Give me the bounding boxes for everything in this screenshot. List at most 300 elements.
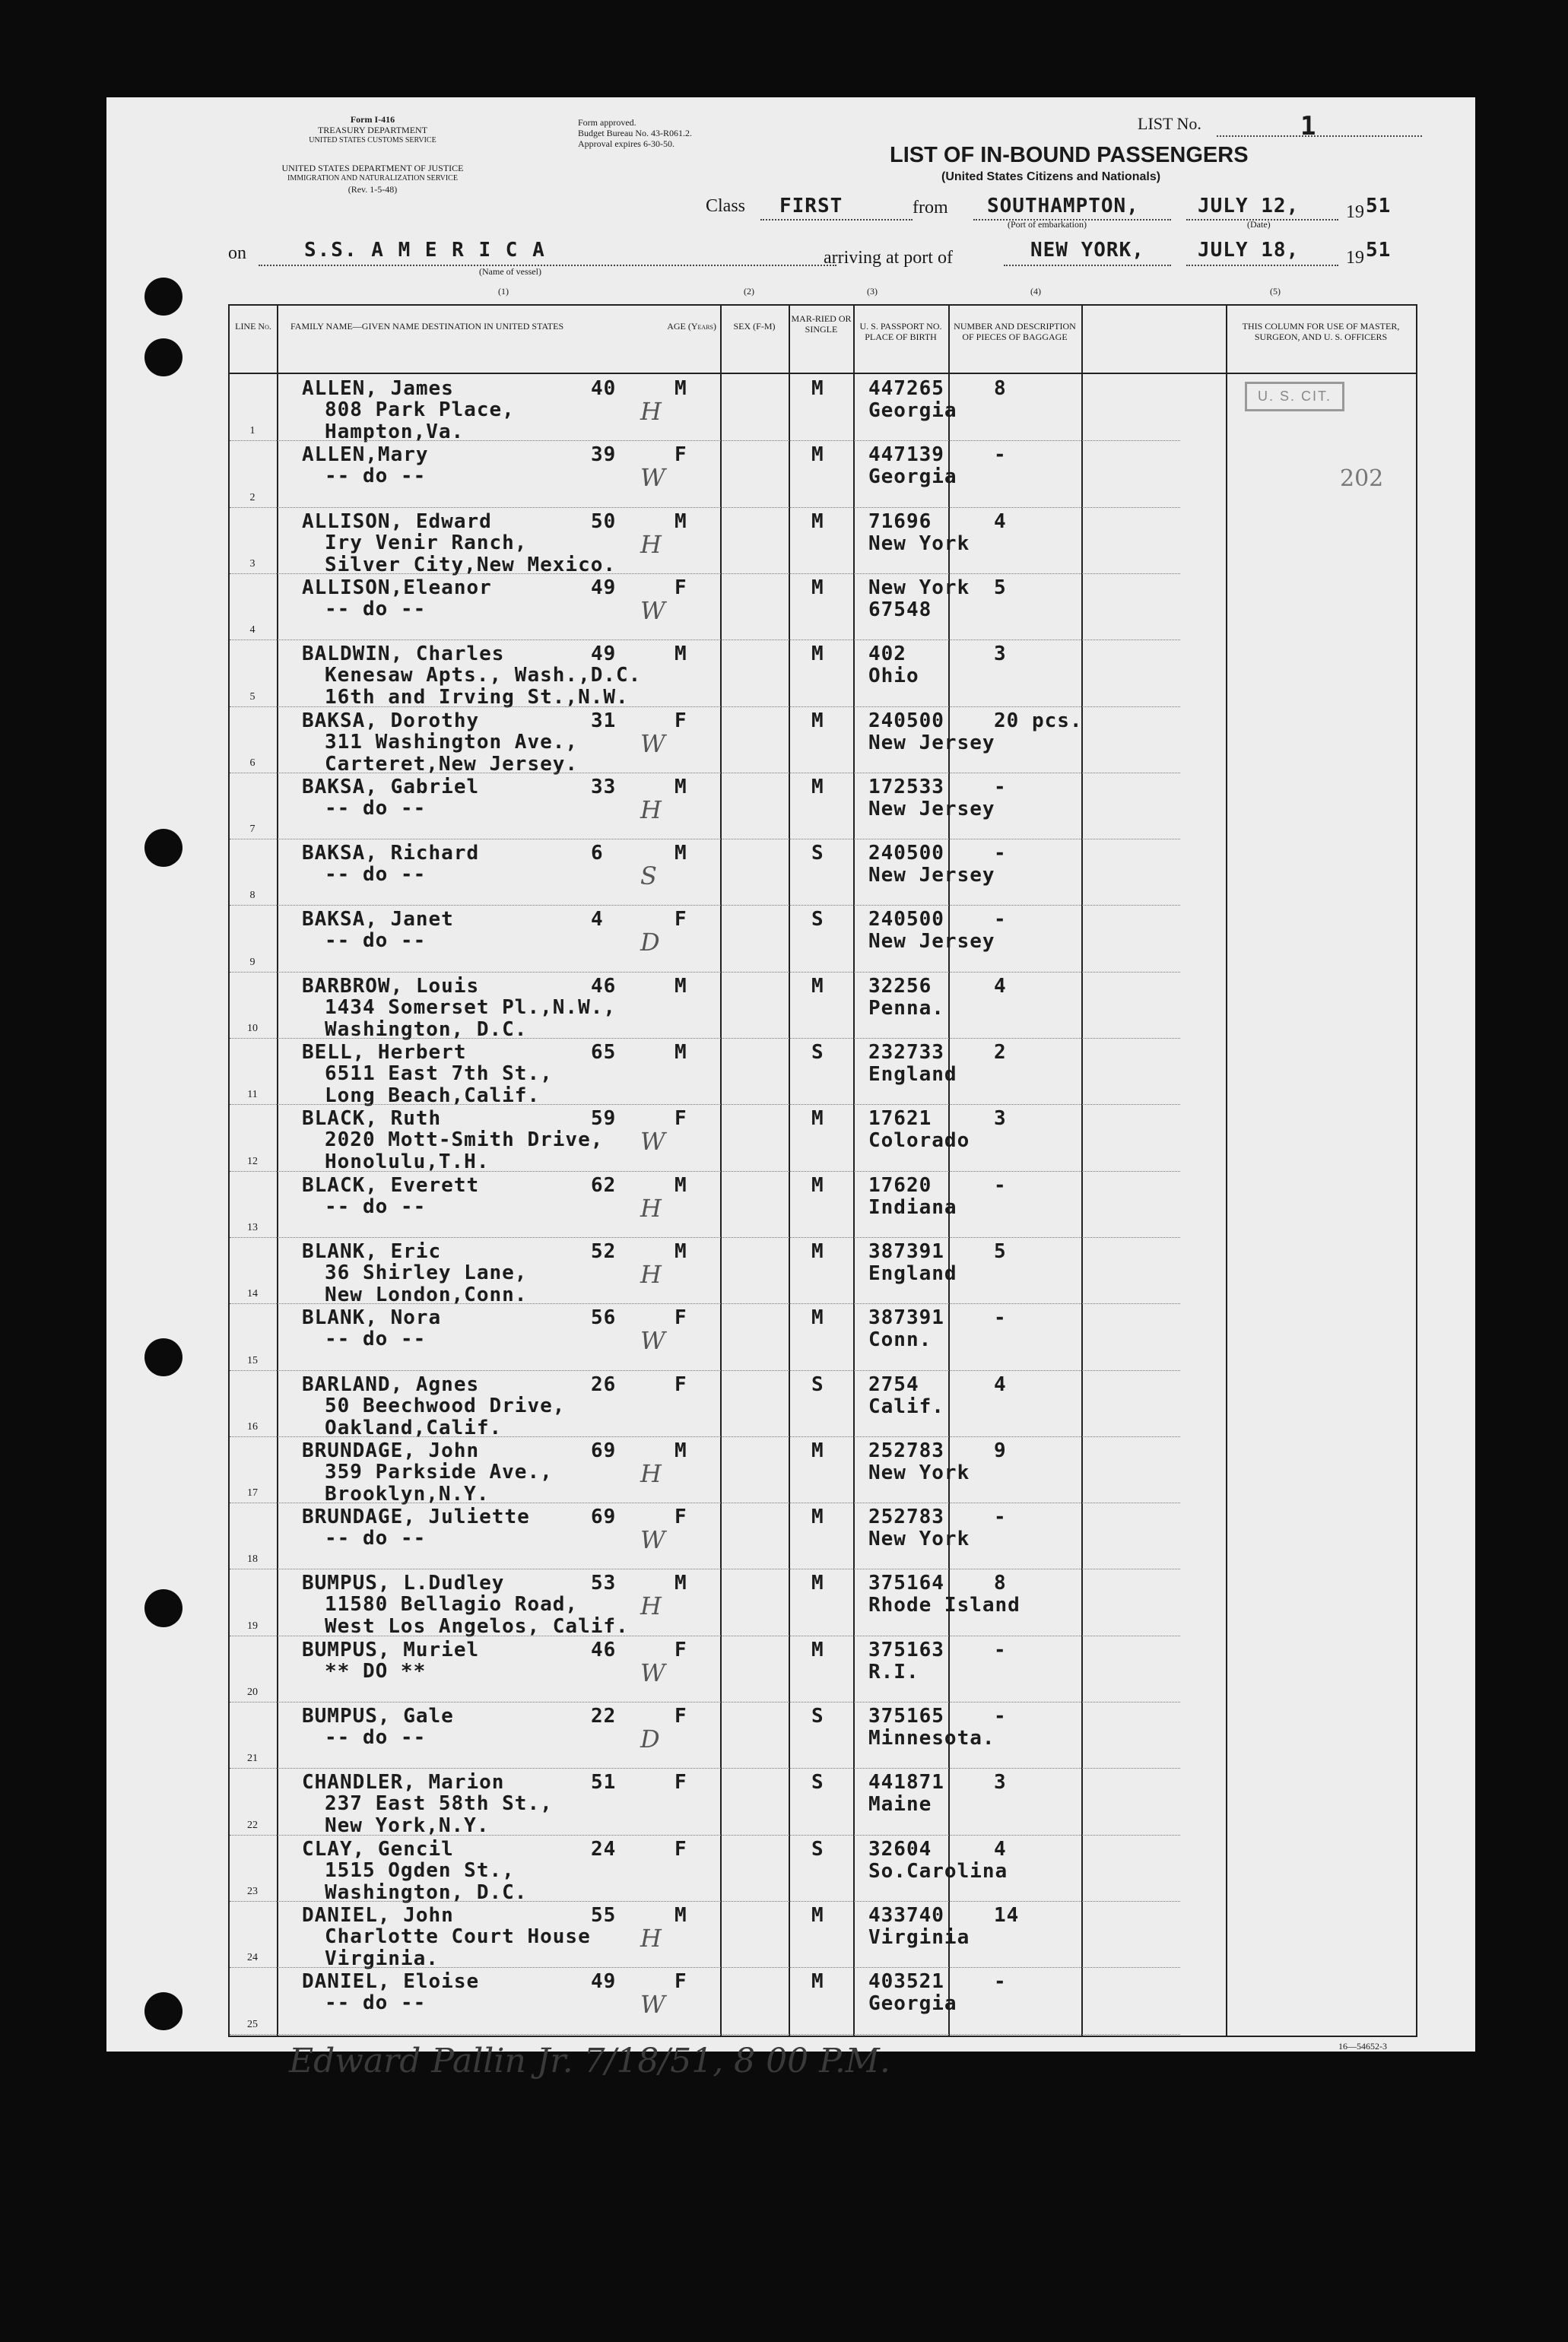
line-number: 7 bbox=[249, 824, 256, 836]
passenger-age: 26 bbox=[591, 1373, 617, 1396]
passenger-sex: F bbox=[674, 1970, 687, 1994]
pencil-mark: H bbox=[640, 1193, 662, 1223]
passenger-sex: M bbox=[674, 842, 687, 865]
list-number-value: 1 bbox=[1300, 111, 1317, 141]
place-of-birth: Ohio bbox=[868, 665, 919, 688]
passenger-marital-status: S bbox=[811, 1373, 824, 1396]
pencil-mark: D bbox=[640, 928, 660, 957]
passenger-destination: Honolulu,T.H. bbox=[325, 1150, 490, 1174]
baggage-count: - bbox=[994, 1306, 1007, 1330]
passenger-sex: M bbox=[674, 1903, 687, 1927]
passenger-marital-status: M bbox=[811, 377, 824, 400]
passenger-name: BLANK, Eric bbox=[302, 1239, 442, 1263]
passenger-destination: 16th and Irving St.,N.W. bbox=[325, 686, 629, 709]
passenger-marital-status: M bbox=[811, 1903, 824, 1927]
passenger-name: ALLISON, Edward bbox=[302, 509, 492, 533]
passenger-age: 22 bbox=[591, 1705, 617, 1728]
row-divider bbox=[230, 1835, 1180, 1836]
date-caption: (Date) bbox=[1247, 219, 1271, 230]
passenger-destination: Iry Venir Ranch, bbox=[325, 531, 528, 554]
pencil-mark: W bbox=[640, 1990, 665, 2020]
binder-hole bbox=[144, 278, 183, 316]
passenger-marital-status: M bbox=[811, 1439, 824, 1462]
place-of-birth: Virginia bbox=[868, 1925, 970, 1949]
line-number: 13 bbox=[247, 1221, 258, 1233]
row-divider bbox=[230, 905, 1180, 906]
passenger-destination: Oakland,Calif. bbox=[325, 1416, 503, 1439]
passenger-age: 65 bbox=[591, 1041, 617, 1064]
pencil-mark: H bbox=[640, 1591, 662, 1621]
passenger-age: 49 bbox=[591, 576, 617, 599]
passenger-marital-status: M bbox=[811, 1239, 824, 1263]
baggage-count: 20 pcs. bbox=[994, 709, 1083, 732]
from-label: from bbox=[913, 198, 948, 217]
passenger-sex: M bbox=[674, 643, 687, 666]
passenger-name: BLACK, Everett bbox=[302, 1173, 480, 1197]
passport-number: 447139 bbox=[868, 443, 944, 467]
passenger-destination: -- do -- bbox=[325, 796, 427, 820]
passenger-destination: 808 Park Place, bbox=[325, 398, 515, 421]
arriving-label: arriving at port of bbox=[824, 248, 953, 268]
citizen-stamp: U. S. CIT. bbox=[1245, 382, 1344, 411]
treasury-dept: TREASURY DEPARTMENT bbox=[317, 125, 428, 135]
passport-number: 447265 bbox=[868, 377, 944, 400]
passport-number: 232733 bbox=[868, 1041, 944, 1064]
passenger-age: 62 bbox=[591, 1173, 617, 1197]
binder-hole bbox=[144, 1589, 183, 1627]
line-number: 2 bbox=[249, 491, 256, 503]
passenger-sex: M bbox=[674, 377, 687, 400]
arrival-date-line bbox=[1186, 265, 1338, 266]
baggage-count: 3 bbox=[994, 643, 1007, 666]
col-head-age: AGE (Years) bbox=[667, 321, 716, 332]
passenger-age: 56 bbox=[591, 1306, 617, 1330]
passenger-destination: ** DO ** bbox=[325, 1659, 427, 1683]
passenger-name: DANIEL, Eloise bbox=[302, 1970, 480, 1994]
passenger-destination: Brooklyn,N.Y. bbox=[325, 1482, 490, 1506]
col-head-line-no: LINE No. bbox=[235, 321, 271, 332]
passenger-marital-status: M bbox=[811, 1306, 824, 1330]
baggage-count: - bbox=[994, 908, 1007, 931]
row-divider bbox=[230, 1768, 1180, 1769]
baggage-count: - bbox=[994, 1506, 1007, 1529]
baggage-count: 5 bbox=[994, 576, 1007, 599]
line-number: 18 bbox=[247, 1553, 258, 1566]
line-number: 10 bbox=[247, 1023, 258, 1034]
baggage-count: 4 bbox=[994, 1837, 1007, 1861]
row-divider bbox=[230, 507, 1180, 508]
passenger-age: 4 bbox=[591, 908, 604, 931]
colnum-5: (5) bbox=[1270, 286, 1281, 297]
passenger-sex: F bbox=[674, 1705, 687, 1728]
line-number: 25 bbox=[247, 2018, 258, 2030]
line-number: 1 bbox=[249, 425, 256, 437]
header-divider bbox=[230, 373, 1416, 374]
arrival-port-line bbox=[1004, 265, 1171, 266]
passenger-destination: 36 Shirley Lane, bbox=[325, 1261, 528, 1284]
passenger-destination: 11580 Bellagio Road, bbox=[325, 1593, 579, 1617]
passport-number: 403521 bbox=[868, 1970, 944, 1994]
pencil-mark: W bbox=[640, 1127, 665, 1157]
passenger-sex: M bbox=[674, 1439, 687, 1462]
baggage-count: 5 bbox=[994, 1239, 1007, 1263]
passenger-marital-status: S bbox=[811, 908, 824, 931]
embarkation-caption: (Port of embarkation) bbox=[1008, 219, 1087, 230]
baggage-count: 3 bbox=[994, 1107, 1007, 1131]
binder-hole bbox=[144, 1338, 183, 1376]
passenger-sex: F bbox=[674, 1373, 687, 1396]
passenger-name: BRUNDAGE, John bbox=[302, 1439, 480, 1462]
departure-year: 51 bbox=[1366, 195, 1392, 217]
place-of-birth: Conn. bbox=[868, 1328, 932, 1352]
pencil-mark: H bbox=[640, 1259, 662, 1289]
passport-number: 71696 bbox=[868, 509, 932, 533]
passport-number: 375164 bbox=[868, 1572, 944, 1595]
row-divider bbox=[230, 1104, 1180, 1105]
passport-number: 252783 bbox=[868, 1506, 944, 1529]
passenger-name: BAKSA, Dorothy bbox=[302, 709, 480, 732]
form-print-code: 16—54652-3 bbox=[1338, 2041, 1387, 2052]
line-number: 20 bbox=[247, 1687, 258, 1698]
passenger-age: 69 bbox=[591, 1439, 617, 1462]
budget-bureau: Budget Bureau No. 43-R061.2. bbox=[578, 128, 692, 138]
line-number: 8 bbox=[249, 890, 256, 902]
place-of-birth: New York bbox=[868, 1461, 970, 1484]
passenger-marital-status: M bbox=[811, 1506, 824, 1529]
passenger-age: 24 bbox=[591, 1837, 617, 1861]
row-divider bbox=[230, 573, 1180, 574]
col-head-officers: THIS COLUMN FOR USE OF MASTER, SURGEON, AND U. S. OFFICERS bbox=[1242, 321, 1400, 342]
row-divider bbox=[230, 1370, 1180, 1371]
passport-number: 32604 bbox=[868, 1837, 932, 1861]
passenger-sex: F bbox=[674, 576, 687, 599]
line-number: 4 bbox=[249, 624, 256, 636]
passenger-destination: -- do -- bbox=[325, 1991, 427, 2015]
place-of-birth: Georgia bbox=[868, 465, 957, 489]
line-number: 14 bbox=[247, 1288, 258, 1300]
passenger-destination: 1515 Ogden St., bbox=[325, 1858, 515, 1882]
passenger-sex: F bbox=[674, 908, 687, 931]
passenger-name: BARLAND, Agnes bbox=[302, 1373, 480, 1396]
row-divider bbox=[230, 639, 1180, 640]
passenger-destination: Virginia. bbox=[325, 1947, 439, 1970]
passenger-sex: M bbox=[674, 1239, 687, 1263]
passenger-age: 39 bbox=[591, 443, 617, 467]
passenger-sex: M bbox=[674, 1572, 687, 1595]
passenger-destination: Washington, D.C. bbox=[325, 1880, 528, 1904]
place-of-birth: Georgia bbox=[868, 1992, 957, 2016]
pencil-mark: W bbox=[640, 728, 665, 758]
passenger-marital-status: M bbox=[811, 509, 824, 533]
baggage-count: 3 bbox=[994, 1771, 1007, 1795]
annotation-number: 202 bbox=[1340, 465, 1384, 492]
passenger-destination: -- do -- bbox=[325, 1726, 427, 1749]
class-line bbox=[760, 219, 913, 221]
baggage-count: - bbox=[994, 443, 1007, 467]
passenger-sex: F bbox=[674, 1771, 687, 1795]
baggage-count: - bbox=[994, 1638, 1007, 1661]
passenger-age: 49 bbox=[591, 1970, 617, 1994]
list-number-line bbox=[1217, 135, 1422, 137]
place-of-birth: Maine bbox=[868, 1793, 932, 1817]
passenger-marital-status: M bbox=[811, 775, 824, 798]
passenger-destination: -- do -- bbox=[325, 1195, 427, 1218]
passenger-destination: 2020 Mott-Smith Drive, bbox=[325, 1128, 604, 1152]
pencil-mark: S bbox=[640, 862, 657, 891]
arrival-year: 51 bbox=[1366, 239, 1392, 262]
list-number-label: LIST No. bbox=[1138, 114, 1201, 133]
passenger-marital-status: M bbox=[811, 1970, 824, 1994]
passenger-name: ALLISON,Eleanor bbox=[302, 576, 492, 599]
passenger-sex: M bbox=[674, 775, 687, 798]
passenger-sex: F bbox=[674, 709, 687, 732]
line-number: 12 bbox=[247, 1155, 258, 1167]
passenger-destination: New London,Conn. bbox=[325, 1283, 528, 1306]
place-of-birth: New Jersey bbox=[868, 864, 995, 887]
line-number: 21 bbox=[247, 1753, 258, 1765]
vessel-name: S.S. A M E R I C A bbox=[304, 239, 546, 262]
passport-number: 32256 bbox=[868, 974, 932, 998]
passport-number: 17621 bbox=[868, 1107, 932, 1131]
passenger-destination: 1434 Somerset Pl.,N.W., bbox=[325, 995, 617, 1019]
col-head-married: MAR-RIED OR SINGLE bbox=[791, 313, 852, 335]
passport-number: 433740 bbox=[868, 1903, 944, 1927]
passenger-destination: 237 East 58th St., bbox=[325, 1792, 553, 1816]
passenger-name: BUMPUS, Gale bbox=[302, 1705, 454, 1728]
row-divider bbox=[230, 1038, 1180, 1039]
form-approved: Form approved. bbox=[578, 117, 636, 128]
baggage-count: 4 bbox=[994, 974, 1007, 998]
customs-service: UNITED STATES CUSTOMS SERVICE bbox=[309, 136, 436, 144]
passenger-age: 33 bbox=[591, 775, 617, 798]
passenger-destination: Carteret,New Jersey. bbox=[325, 752, 579, 776]
passenger-destination: Hampton,Va. bbox=[325, 420, 465, 443]
pencil-mark: W bbox=[640, 1658, 665, 1687]
arrival-port: NEW YORK, bbox=[1030, 239, 1144, 262]
passenger-age: 46 bbox=[591, 974, 617, 998]
form-number: Form I-416 bbox=[350, 114, 395, 125]
line-number: 11 bbox=[247, 1089, 258, 1101]
passenger-age: 69 bbox=[591, 1506, 617, 1529]
passenger-marital-status: M bbox=[811, 1107, 824, 1131]
passenger-sex: M bbox=[674, 1173, 687, 1197]
baggage-count: - bbox=[994, 1173, 1007, 1197]
place-of-birth: New Jersey bbox=[868, 731, 995, 754]
col-head-passport: U. S. PASSPORT NO. PLACE OF BIRTH bbox=[859, 321, 942, 342]
passenger-destination: Silver City,New Mexico. bbox=[325, 553, 617, 576]
passenger-name: BUMPUS, L.Dudley bbox=[302, 1572, 505, 1595]
passenger-destination: -- do -- bbox=[325, 929, 427, 953]
baggage-count: 9 bbox=[994, 1439, 1007, 1462]
passenger-sex: F bbox=[674, 1306, 687, 1330]
pencil-mark: W bbox=[640, 595, 665, 625]
passenger-sex: F bbox=[674, 1506, 687, 1529]
row-divider bbox=[230, 706, 1180, 707]
baggage-count: 2 bbox=[994, 1041, 1007, 1064]
passenger-age: 31 bbox=[591, 709, 617, 732]
passenger-destination: -- do -- bbox=[325, 597, 427, 620]
passenger-age: 51 bbox=[591, 1771, 617, 1795]
passenger-destination: 359 Parkside Ave., bbox=[325, 1460, 553, 1484]
place-of-birth: Calif. bbox=[868, 1395, 944, 1418]
row-divider bbox=[230, 1171, 1180, 1172]
row-divider bbox=[230, 1967, 1180, 1968]
passenger-age: 50 bbox=[591, 509, 617, 533]
list-title: LIST OF IN-BOUND PASSENGERS bbox=[890, 143, 1249, 167]
place-of-birth: England bbox=[868, 1261, 957, 1285]
passenger-name: BARBROW, Louis bbox=[302, 974, 480, 998]
col-head-sex: SEX (F-M) bbox=[733, 321, 776, 332]
passenger-name: BAKSA, Gabriel bbox=[302, 775, 480, 798]
class-value: FIRST bbox=[779, 195, 843, 217]
place-of-birth: New York bbox=[868, 532, 970, 555]
passenger-destination: -- do -- bbox=[325, 863, 427, 887]
baggage-count: - bbox=[994, 842, 1007, 865]
baggage-count: 4 bbox=[994, 1373, 1007, 1396]
passport-number: 17620 bbox=[868, 1173, 932, 1197]
passenger-name: BALDWIN, Charles bbox=[302, 643, 505, 666]
passenger-name: CHANDLER, Marion bbox=[302, 1771, 505, 1795]
passenger-age: 53 bbox=[591, 1572, 617, 1595]
vessel-line bbox=[259, 265, 836, 266]
vessel-caption: (Name of vessel) bbox=[479, 266, 541, 277]
row-divider bbox=[230, 1303, 1180, 1304]
passport-number: 172533 bbox=[868, 775, 944, 798]
line-number: 3 bbox=[249, 557, 256, 570]
passenger-marital-status: M bbox=[811, 1638, 824, 1661]
passenger-name: BAKSA, Janet bbox=[302, 908, 454, 931]
passenger-marital-status: M bbox=[811, 974, 824, 998]
approval-expiry: Approval expires 6-30-50. bbox=[578, 138, 674, 149]
baggage-count: 8 bbox=[994, 377, 1007, 400]
place-of-birth: Penna. bbox=[868, 996, 944, 1020]
pencil-mark: H bbox=[640, 1923, 662, 1953]
place-of-birth: Minnesota. bbox=[868, 1727, 995, 1750]
place-of-birth: So.Carolina bbox=[868, 1859, 1008, 1883]
row-divider bbox=[230, 1702, 1180, 1703]
passenger-sex: M bbox=[674, 509, 687, 533]
place-of-birth: R.I. bbox=[868, 1660, 919, 1684]
passenger-name: ALLEN, James bbox=[302, 377, 454, 400]
on-label: on bbox=[228, 243, 246, 263]
passenger-sex: F bbox=[674, 1107, 687, 1131]
passenger-age: 49 bbox=[591, 643, 617, 666]
passport-number: 387391 bbox=[868, 1306, 944, 1330]
passenger-destination: Kenesaw Apts., Wash.,D.C. bbox=[325, 664, 642, 687]
passenger-marital-status: M bbox=[811, 576, 824, 599]
baggage-count: - bbox=[994, 1970, 1007, 1994]
passenger-marital-status: S bbox=[811, 1041, 824, 1064]
line-number: 24 bbox=[247, 1952, 258, 1964]
passenger-table bbox=[228, 304, 1417, 2037]
passenger-name: BAKSA, Richard bbox=[302, 842, 480, 865]
passport-number: New York bbox=[868, 576, 970, 599]
form-revision: (Rev. 1-5-48) bbox=[348, 184, 398, 195]
pencil-mark: W bbox=[640, 463, 665, 493]
colnum-4: (4) bbox=[1030, 286, 1041, 297]
place-of-birth: Rhode Island bbox=[868, 1594, 1020, 1617]
colnum-1: (1) bbox=[498, 286, 509, 297]
pencil-mark: W bbox=[640, 1525, 665, 1555]
place-of-birth: England bbox=[868, 1063, 957, 1086]
passenger-age: 55 bbox=[591, 1903, 617, 1927]
passenger-age: 6 bbox=[591, 842, 604, 865]
arrival-year-prefix: 19 bbox=[1346, 248, 1364, 268]
passport-number: 375165 bbox=[868, 1705, 944, 1728]
passenger-sex: M bbox=[674, 1041, 687, 1064]
passenger-sex: F bbox=[674, 1837, 687, 1861]
line-number: 19 bbox=[247, 1620, 258, 1632]
binder-hole bbox=[144, 338, 183, 376]
passenger-name: BLANK, Nora bbox=[302, 1306, 442, 1330]
row-divider bbox=[230, 2034, 1180, 2035]
passenger-marital-status: S bbox=[811, 1837, 824, 1861]
departure-date: JULY 12, bbox=[1198, 195, 1300, 217]
passport-number: 252783 bbox=[868, 1439, 944, 1462]
justice-dept: UNITED STATES DEPARTMENT OF JUSTICE bbox=[281, 163, 464, 173]
baggage-count: - bbox=[994, 775, 1007, 798]
line-number: 16 bbox=[247, 1420, 258, 1433]
pencil-mark: D bbox=[640, 1725, 660, 1753]
passenger-destination: West Los Angelos, Calif. bbox=[325, 1615, 629, 1639]
line-number: 22 bbox=[247, 1819, 258, 1831]
passenger-destination: 311 Washington Ave., bbox=[325, 730, 579, 754]
departure-year-prefix: 19 bbox=[1346, 202, 1364, 222]
line-number: 9 bbox=[249, 956, 256, 968]
ins-service: IMMIGRATION AND NATURALIZATION SERVICE bbox=[287, 174, 458, 182]
passenger-marital-status: M bbox=[811, 1572, 824, 1595]
pencil-mark: H bbox=[640, 529, 662, 559]
pencil-mark: W bbox=[640, 1326, 665, 1356]
embarkation-port: SOUTHAMPTON, bbox=[987, 195, 1139, 217]
passport-number: 375163 bbox=[868, 1638, 944, 1661]
place-of-birth: New Jersey bbox=[868, 930, 995, 954]
line-number: 5 bbox=[249, 690, 256, 703]
passenger-age: 40 bbox=[591, 377, 617, 400]
row-divider bbox=[230, 1237, 1180, 1238]
passenger-sex: M bbox=[674, 974, 687, 998]
class-label: Class bbox=[706, 196, 746, 216]
row-divider bbox=[230, 972, 1180, 973]
passenger-destination: Charlotte Court House bbox=[325, 1925, 591, 1948]
line-number: 17 bbox=[247, 1487, 258, 1499]
passenger-age: 59 bbox=[591, 1107, 617, 1131]
passport-number: 240500 bbox=[868, 908, 944, 931]
baggage-count: 8 bbox=[994, 1572, 1007, 1595]
row-divider bbox=[230, 1901, 1180, 1902]
colnum-2: (2) bbox=[744, 286, 754, 297]
passenger-sex: F bbox=[674, 443, 687, 467]
passenger-marital-status: S bbox=[811, 842, 824, 865]
passenger-name: BELL, Herbert bbox=[302, 1041, 467, 1064]
passenger-destination: -- do -- bbox=[325, 1328, 427, 1351]
passenger-marital-status: M bbox=[811, 643, 824, 666]
pencil-mark: H bbox=[640, 1458, 662, 1488]
place-of-birth: Colorado bbox=[868, 1129, 970, 1153]
passenger-name: BLACK, Ruth bbox=[302, 1107, 442, 1131]
passenger-destination: Washington, D.C. bbox=[325, 1017, 528, 1041]
passenger-name: DANIEL, John bbox=[302, 1903, 454, 1927]
passenger-age: 52 bbox=[591, 1239, 617, 1263]
passenger-destination: 50 Beechwood Drive, bbox=[325, 1394, 566, 1417]
place-of-birth: New Jersey bbox=[868, 797, 995, 820]
passenger-destination: 6511 East 7th St., bbox=[325, 1062, 553, 1085]
passenger-marital-status: M bbox=[811, 1173, 824, 1197]
binder-hole bbox=[144, 829, 183, 867]
passenger-name: BUMPUS, Muriel bbox=[302, 1638, 480, 1661]
passenger-marital-status: S bbox=[811, 1705, 824, 1728]
col-head-name: FAMILY NAME—GIVEN NAME DESTINATION IN UNITED STATES bbox=[290, 321, 564, 332]
